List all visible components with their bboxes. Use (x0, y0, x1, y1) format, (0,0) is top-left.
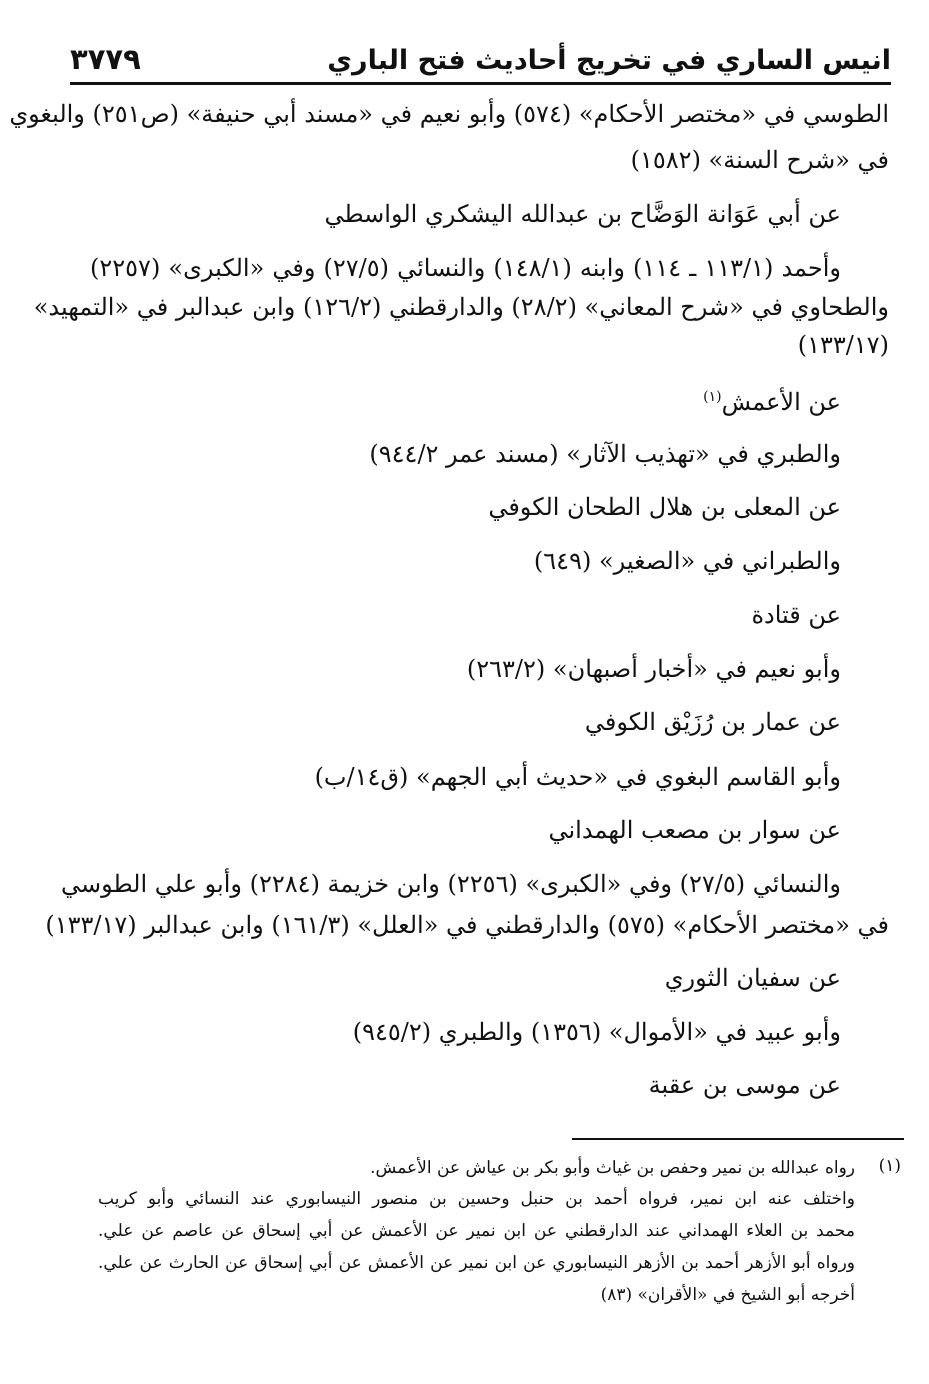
narrator-line (703, 382, 841, 417)
text-line: والطبراني في «الصغير» (٦٤٩) (533, 547, 841, 575)
footnote-line: أخرجه أبو الشيخ في «الأقران» (٨٣) (600, 1285, 855, 1305)
text-line: وأبو نعيم في «أخبار أصبهان» (٢٦٣/٢) (466, 655, 841, 683)
footnote-line: ورواه أبو الأزهر أحمد بن الأزهر النيسابوري عن ابن نمير عن الأعمش عن أبي إسحاق عن الحارث عن علي. (98, 1253, 855, 1273)
footnote-marker: (١) (878, 1156, 901, 1176)
narrator-line: عن أبي عَوَانة الوَضَّاح بن عبدالله اليشكري الواسطي (324, 200, 841, 228)
text-line: في «شرح السنة» (١٥٨٢) (630, 146, 889, 174)
text-line: وأبو القاسم البغوي في «حديث أبي الجهم» (ق١٤/ب) (314, 763, 841, 791)
text-line: (١٣٣/١٧) (797, 331, 889, 359)
narrator-line: عن سفيان الثوري (664, 964, 841, 992)
text-line: في «مختصر الأحكام» (٥٧٥) والدارقطني في «العلل» (١٦١/٣) وابن عبدالبر (١٣٣/١٧) (45, 911, 889, 939)
narrator-line: عن عمار بن رُزَيْق الكوفي (584, 708, 841, 736)
text-line: والنسائي (٢٧/٥) وفي «الكبرى» (٢٢٥٦) وابن خزيمة (٢٢٨٤) وأبو علي الطوسي (60, 870, 841, 898)
page-header (70, 36, 891, 85)
text-line: والطبري في «تهذيب الآثار» (مسند عمر ٩٤٤/٢) (369, 440, 841, 468)
footnote-line: واختلف عنه ابن نمير، فرواه أحمد بن حنبل وحسين بن منصور النيسابوري عند النسائي وأبو كريب (98, 1189, 855, 1209)
text-line: وأبو عبيد في «الأموال» (١٣٥٦) والطبري (٩٤٥/٢) (352, 1018, 841, 1046)
text-line: والطحاوي في «شرح المعاني» (٢٨/٢) والدارقطني (١٢٦/٢) وابن عبدالبر في «التمهيد» (33, 293, 889, 321)
narrator-line: عن سوار بن مصعب الهمداني (548, 816, 841, 844)
page-number: ٣٧٧٩ (70, 42, 141, 76)
footnote-separator (572, 1138, 904, 1140)
narrator-line: عن المعلى بن هلال الطحان الكوفي (488, 493, 841, 521)
text-line: وأحمد (١١٣/١ ـ ١١٤) وابنه (١٤٨/١) والنسائي (٢٧/٥) وفي «الكبرى» (٢٢٥٧) (90, 254, 842, 282)
narrator-line: عن قتادة (751, 601, 841, 629)
narrator-line: عن موسى بن عقبة (648, 1071, 841, 1099)
narrator-text: عن الأعمش (721, 388, 841, 416)
text-line: الطوسي في «مختصر الأحكام» (٥٧٤) وأبو نعيم في «مسند أبي حنيفة» (ص٢٥١) والبغوي (9, 100, 889, 128)
running-title: انيس الساري في تخريج أحاديث فتح الباري (327, 45, 891, 76)
footnote-ref: (١) (703, 389, 722, 405)
footnote-line: محمد بن العلاء الهمداني عند الدارقطني عن ابن نمير عن الأعمش عن أبي إسحاق عن عاصم عن علي. (98, 1221, 855, 1241)
footnote-line: رواه عبدالله بن نمير وحفص بن غياث وأبو بكر بن عياش عن الأعمش. (370, 1158, 855, 1178)
